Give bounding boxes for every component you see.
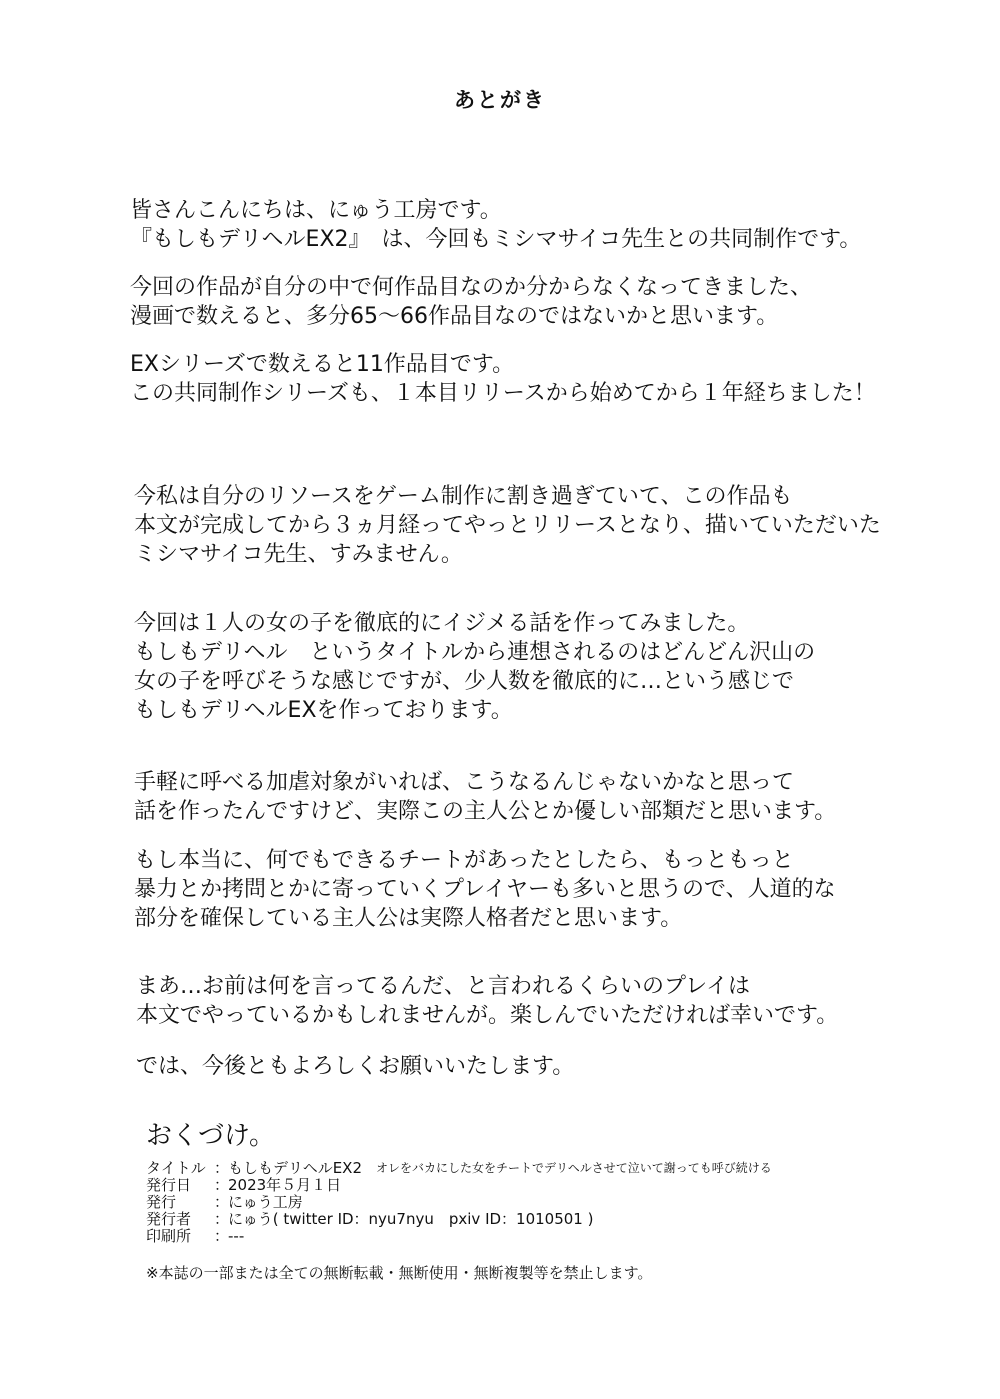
paragraph-closing	[136, 1052, 574, 1081]
colophon-key: タイトル	[146, 1159, 206, 1177]
colophon-value: 2023年５月１日	[228, 1176, 342, 1194]
paragraph-protagonist	[134, 768, 836, 826]
colophon-row-date	[146, 1177, 772, 1194]
colophon-subtitle: オレをバカにした女をチートでデリヘルさせて泣いて謝っても呼び続ける	[376, 1161, 772, 1175]
colophon-value: にゅう( twitter ID：nyu7nyu pxiv ID：1010501 )	[228, 1210, 594, 1228]
colophon-value: ---	[228, 1227, 245, 1245]
colophon-value: もしもデリヘルEX2	[228, 1159, 362, 1177]
colophon-separator: ：	[214, 1176, 230, 1194]
text-line: 女の子を呼びそうな感じですが、少人数を徹底的に…という感じで	[134, 669, 795, 694]
page-title: あとがき	[454, 88, 546, 112]
paragraph-enjoy	[136, 972, 838, 1030]
colophon	[146, 1160, 772, 1245]
colophon-row-title	[146, 1160, 772, 1177]
text-line: 今回の作品が自分の中で何作品目なのか分からなくなってきました、	[130, 275, 813, 300]
text-line: 暴力とか拷問とかに寄っていくプレイヤーも多いと思うので、人道的な	[134, 877, 836, 902]
paragraph-greeting	[130, 196, 861, 254]
colophon-separator: ：	[214, 1193, 230, 1211]
paragraph-cheat	[134, 846, 836, 933]
colophon-key: 発行	[146, 1193, 177, 1211]
colophon-value: にゅう工房	[228, 1193, 303, 1211]
text-line: 手軽に呼べる加虐対象がいれば、こうなるんじゃないかなと思って	[134, 770, 795, 795]
text-line: 本文が完成してから３ヵ月経ってやっとリリースとなり、描いていただいた	[134, 513, 881, 538]
colophon-key: 発行日	[146, 1176, 192, 1194]
text-line: 話を作ったんですけど、実際この主人公とか優しい部類だと思います。	[134, 799, 837, 824]
text-line: もし本当に、何でもできるチートがあったとしたら、もっともっと	[134, 848, 794, 873]
colophon-separator: ：	[214, 1210, 230, 1228]
text-line: 本文でやっているかもしれませんが。楽しんでいただければ幸いです。	[136, 1003, 839, 1028]
text-line: 今回は１人の女の子を徹底的にイジメる話を作ってみました。	[134, 611, 750, 636]
colophon-heading: おくづけ。	[146, 1121, 275, 1151]
text-line: EXシリーズで数えると11作品目です。	[130, 352, 515, 377]
text-line: この共同制作シリーズも、１本目リリースから始めてから１年経ちました！	[130, 381, 876, 406]
paragraph-apology	[134, 482, 881, 569]
text-line: もしもデリヘル というタイトルから連想されるのはどんどん沢山の	[134, 640, 816, 665]
text-line: 部分を確保している主人公は実際人格者だと思います。	[134, 906, 683, 931]
text-line: ミシマサイコ先生、すみません。	[134, 542, 463, 567]
colophon-row-printer	[146, 1228, 772, 1245]
text-line: では、今後ともよろしくお願いいたします。	[136, 1054, 575, 1079]
paragraph-work-count	[130, 273, 812, 331]
colophon-separator: ：	[214, 1227, 230, 1245]
text-line: もしもデリヘルEXを作っております。	[134, 698, 513, 723]
paragraph-series	[130, 350, 876, 408]
text-line: 今私は自分のリソースをゲーム制作に割き過ぎていて、この作品も	[134, 484, 793, 509]
text-line: まあ…お前は何を言ってるんだ、と言われるくらいのプレイは	[136, 974, 751, 999]
text-line: 皆さんこんにちは、にゅう工房です。	[130, 198, 502, 223]
colophon-key: 発行者	[146, 1210, 192, 1228]
copyright-notice: ※本誌の一部または全ての無断転載・無断使用・無断複製等を禁止します。	[146, 1264, 653, 1282]
paragraph-story	[134, 609, 815, 725]
text-line: 漫画で数えると、多分65～66作品目なのではないかと思います。	[130, 304, 779, 329]
colophon-row-publisher	[146, 1194, 772, 1211]
colophon-row-issuer	[146, 1211, 772, 1228]
colophon-separator: ：	[214, 1159, 230, 1177]
text-line: 『もしもデリヘルEX2』 は、今回もミシマサイコ先生との共同制作です。	[130, 227, 862, 252]
colophon-key: 印刷所	[146, 1227, 192, 1245]
